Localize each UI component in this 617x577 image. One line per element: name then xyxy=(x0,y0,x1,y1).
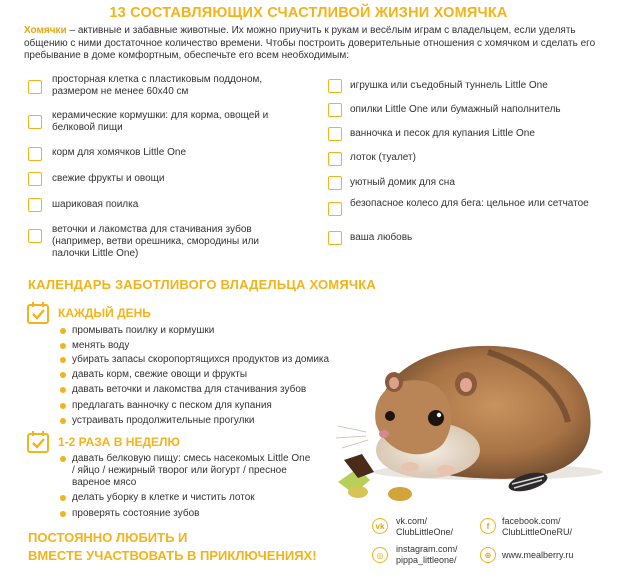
hamster-illustration xyxy=(318,322,614,512)
daily-item: убирать запасы скоропортящихся продуктов из домика xyxy=(72,354,382,366)
intro-text: – активные и забавные животные. Их можно приучить к рукам и весёлым играм с владельцем, если уделять общению с ними достаточное количество времени. Чтобы построить доверительные отношения с хомячком и сделать его пребывание в доме комфортным, обеспечьте его всем необходимым: xyxy=(24,25,596,61)
checkbox[interactable] xyxy=(28,115,42,129)
daily-item: давать веточки и лакомства для стачивания зубов xyxy=(72,384,372,396)
checkbox[interactable] xyxy=(328,152,342,166)
globe-icon[interactable]: ⊕ xyxy=(480,547,496,563)
vk-icon[interactable]: vk xyxy=(372,518,388,534)
weekly-item: давать белковую пищу: смесь насекомых Little One / яйцо / нежирный творог или йогурт / пресное вареное мясо xyxy=(72,453,311,488)
checklist-item: опилки Little One или бумажный наполнитель xyxy=(350,104,561,115)
checkbox[interactable] xyxy=(328,176,342,190)
weekly-title: 1-2 РАЗА В НЕДЕЛЮ xyxy=(58,435,180,449)
website-link[interactable]: www.mealberry.ru xyxy=(502,550,574,560)
calendar-check-icon xyxy=(26,430,50,454)
checklist-item: ваша любовь xyxy=(350,232,413,243)
daily-item: устраивать продолжительные прогулки xyxy=(72,415,362,427)
calendar-check-icon xyxy=(26,301,50,325)
checklist-item: корм для хомячков Little One xyxy=(52,147,187,158)
checkbox[interactable] xyxy=(28,229,42,243)
checklist-item: свежие фрукты и овощи xyxy=(52,173,165,184)
checkbox[interactable] xyxy=(328,202,342,216)
checkbox[interactable] xyxy=(328,231,342,245)
checkbox[interactable] xyxy=(28,147,42,161)
checklist-item: керамические кормушки: для корма, овощей и белковой пищи xyxy=(52,110,269,133)
vk-link[interactable]: vk.com/ ClubLittleOne/ xyxy=(396,516,454,537)
daily-item: предлагать ванночку с песком для купания xyxy=(72,400,362,412)
calendar-title: КАЛЕНДАРЬ ЗАБОТЛИВОГО ВЛАДЕЛЬЦА ХОМЯЧКА xyxy=(28,277,376,292)
checklist-item: просторная клетка с пластиковым поддоном, размером не менее 60х40 см xyxy=(52,74,263,97)
checkbox[interactable] xyxy=(28,172,42,186)
daily-item: давать корм, свежие овощи и фрукты xyxy=(72,369,362,381)
intro-paragraph xyxy=(24,25,604,63)
checklist-item: лоток (туалет) xyxy=(350,152,416,163)
checklist-item: шариковая поилка xyxy=(52,199,139,210)
footer-line-2: ВМЕСТЕ УЧАСТВОВАТЬ В ПРИКЛЮЧЕНИЯХ! xyxy=(28,548,317,563)
checklist-item: игрушка или съедобный туннель Little One xyxy=(350,80,548,91)
facebook-icon[interactable]: f xyxy=(480,518,496,534)
checklist-item: безопасное колесо для бега: цельное или сетчатое xyxy=(350,198,589,209)
daily-item: менять воду xyxy=(72,340,362,352)
checkbox[interactable] xyxy=(28,198,42,212)
weekly-item: делать уборку в клетке и чистить лоток xyxy=(72,492,342,504)
checkbox[interactable] xyxy=(328,103,342,117)
facebook-link[interactable]: facebook.com/ ClubLittleOneRU/ xyxy=(502,516,573,537)
checkbox[interactable] xyxy=(28,80,42,94)
checkbox[interactable] xyxy=(328,127,342,141)
checklist-item: ванночка и песок для купания Little One xyxy=(350,128,535,139)
daily-title: КАЖДЫЙ ДЕНЬ xyxy=(58,306,151,320)
page-title: 13 СОСТАВЛЯЮЩИХ СЧАСТЛИВОЙ ЖИЗНИ ХОМЯЧКА xyxy=(109,5,508,21)
checklist-item: уютный домик для сна xyxy=(350,177,455,188)
intro-lead: Хомячки xyxy=(24,25,67,36)
weekly-item: проверять состояние зубов xyxy=(72,508,342,520)
daily-item: промывать поилку и кормушки xyxy=(72,325,362,337)
checklist-item: веточки и лакомства для стачивания зубов (например, ветви орешника, смородины или палочки Little One) xyxy=(52,224,260,259)
checkbox[interactable] xyxy=(328,79,342,93)
footer-line-1: ПОСТОЯННО ЛЮБИТЬ И xyxy=(28,530,188,545)
instagram-link[interactable]: instagram.com/ pippa_littleone/ xyxy=(396,544,458,565)
instagram-icon[interactable]: ◎ xyxy=(372,547,388,563)
